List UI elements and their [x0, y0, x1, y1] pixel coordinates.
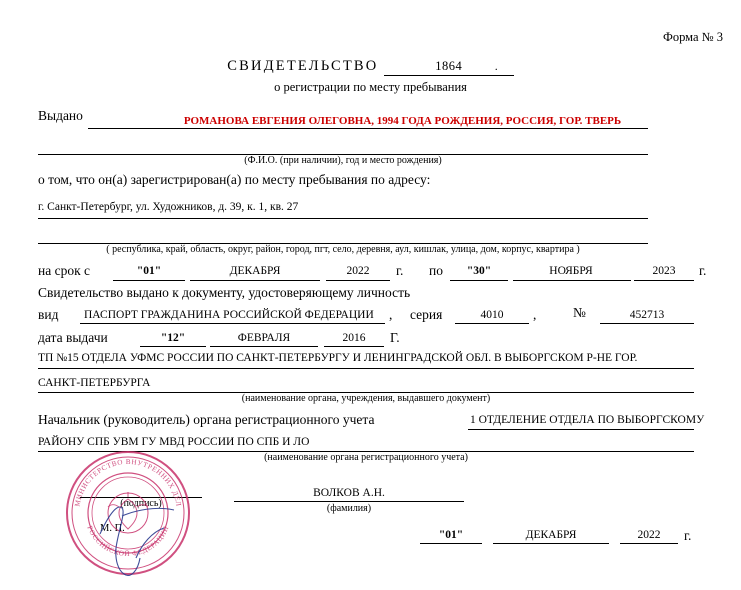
issue-day-rule: [140, 346, 206, 347]
surname-caption: (фамилия): [326, 503, 372, 514]
term-to-month: НОЯБРЯ: [549, 265, 593, 277]
term-to-month-rule: [513, 280, 631, 281]
bottom-date-month-rule: [493, 543, 609, 544]
term-from-label: на срок с: [38, 263, 91, 278]
seal-place-label: М. П.: [100, 523, 125, 534]
term-to-day-rule: [450, 280, 508, 281]
issue-date-label: дата выдачи: [38, 330, 108, 345]
svg-text:РОССИЙСКОЙ ФЕДЕРАЦИИ: РОССИЙСКОЙ ФЕДЕРАЦИИ: [85, 524, 171, 559]
reg-authority-line-1: 1 ОТДЕЛЕНИЕ ОТДЕЛА ПО ВЫБОРГСКОМУ: [470, 414, 705, 426]
document-subtitle: о регистрации по месту пребывания: [274, 80, 467, 94]
reg-authority-rule-1: [468, 429, 694, 430]
doc-kind-value: ПАСПОРТ ГРАЖДАНИНА РОССИЙСКОЙ ФЕДЕРАЦИИ: [84, 309, 374, 321]
term-to-label: по: [429, 263, 443, 278]
term-to-year-rule: [634, 280, 694, 281]
bottom-date-year-rule: [620, 543, 678, 544]
term-from-year-suffix: г.: [396, 263, 404, 278]
issue-year-rule: [324, 346, 384, 347]
page-title: СВИДЕТЕЛЬСТВО: [227, 58, 379, 74]
issued-to-label: Выдано: [38, 108, 83, 123]
reg-authority-line-2: РАЙОНУ СПБ УВМ ГУ МВД РОССИИ ПО СПБ И ЛО: [38, 436, 310, 448]
issue-month: ФЕВРАЛЯ: [237, 332, 291, 344]
doc-kind-comma: ,: [389, 307, 393, 322]
issuing-authority-rule-1: [38, 368, 694, 369]
form-number-label: Форма № 3: [663, 30, 723, 44]
issuing-authority-caption: (наименование органа, учреждения, выдавшего документ): [241, 393, 491, 404]
document-number-rule: [600, 323, 694, 324]
reg-authority-caption: (наименование органа регистрационного учета): [264, 452, 468, 463]
term-from-day-rule: [113, 280, 185, 281]
certificate-number-field: [384, 58, 514, 76]
issued-to-rule: [88, 128, 648, 129]
bottom-date-day: "01": [438, 529, 464, 541]
term-to-day: "30": [466, 265, 492, 277]
doc-kind-label: вид: [38, 307, 59, 322]
issued-to-value: [160, 111, 645, 129]
issue-day: "12": [160, 332, 186, 344]
address-value: г. Санкт-Петербург, ул. Художников, д. 39, к. 1, кв. 27: [38, 201, 299, 213]
bottom-date-year-suffix: г.: [684, 528, 692, 543]
series-rule: [455, 323, 529, 324]
head-of-authority-label: Начальник (руководитель) органа регистрационного учета: [38, 412, 375, 427]
surname-value: ВОЛКОВ А.Н.: [313, 487, 385, 499]
issuing-authority-line-2: САНКТ-ПЕТЕРБУРГА: [38, 377, 151, 389]
number-label: №: [573, 305, 586, 320]
term-to-year-suffix: г.: [699, 263, 707, 278]
document-basis-statement: Свидетельство выдано к документу, удостоверяющему личность: [38, 285, 411, 300]
registered-statement: о том, что он(а) зарегистрирован(а) по месту пребывания по адресу:: [38, 172, 431, 187]
address-caption: ( республика, край, область, округ, район, город, пгт, село, деревня, аул, кишлак, улица, дом, корпус, квартира ): [106, 244, 580, 255]
term-from-month: ДЕКАБРЯ: [229, 265, 281, 277]
document-number-value: 452713: [629, 309, 665, 321]
bottom-date-year: 2022: [637, 529, 661, 541]
issued-to-text: РОМАНОВА ЕВГЕНИЯ ОЛЕГОВНА, 1994 ГОДА РОЖДЕНИЯ, РОССИЯ, ГОР. ТВЕРЬ: [183, 115, 622, 127]
certificate-number-value: 1864: [435, 59, 463, 73]
term-to-year: 2023: [652, 265, 676, 277]
bottom-date-day-rule: [420, 543, 482, 544]
doc-kind-rule: [80, 323, 385, 324]
signature-caption: (подпись): [120, 498, 162, 509]
address-rule-1: [38, 218, 648, 219]
issue-year-suffix: Г.: [390, 330, 400, 345]
term-from-month-rule: [190, 280, 320, 281]
term-from-day: "01": [136, 265, 162, 277]
official-seal-stamp: [62, 447, 194, 579]
issue-month-rule: [210, 346, 318, 347]
certificate-number-dot: .: [494, 59, 498, 73]
fio-caption: (Ф.И.О. (при наличии), год и место рождения): [244, 155, 442, 166]
term-from-year: 2022: [346, 265, 370, 277]
series-comma: ,: [533, 307, 537, 322]
issuing-authority-line-1: ТП №15 ОТДЕЛА УФМС РОССИИ ПО САНКТ-ПЕТЕРБУРГУ И ЛЕНИНГРАДСКОЙ ОБЛ. В ВЫБОРГСКОМ Р-НЕ ГОР.: [38, 352, 638, 364]
svg-text:МИНИСТЕРСТВО ВНУТРЕННИХ ДЕЛ: МИНИСТЕРСТВО ВНУТРЕННИХ ДЕЛ: [73, 457, 183, 508]
series-label: серия: [410, 307, 443, 322]
surname-rule: [234, 501, 464, 502]
bottom-date-month: ДЕКАБРЯ: [525, 529, 577, 541]
issue-year: 2016: [342, 332, 366, 344]
document-title-row: [0, 58, 741, 76]
term-from-year-rule: [326, 280, 390, 281]
series-value: 4010: [480, 309, 504, 321]
